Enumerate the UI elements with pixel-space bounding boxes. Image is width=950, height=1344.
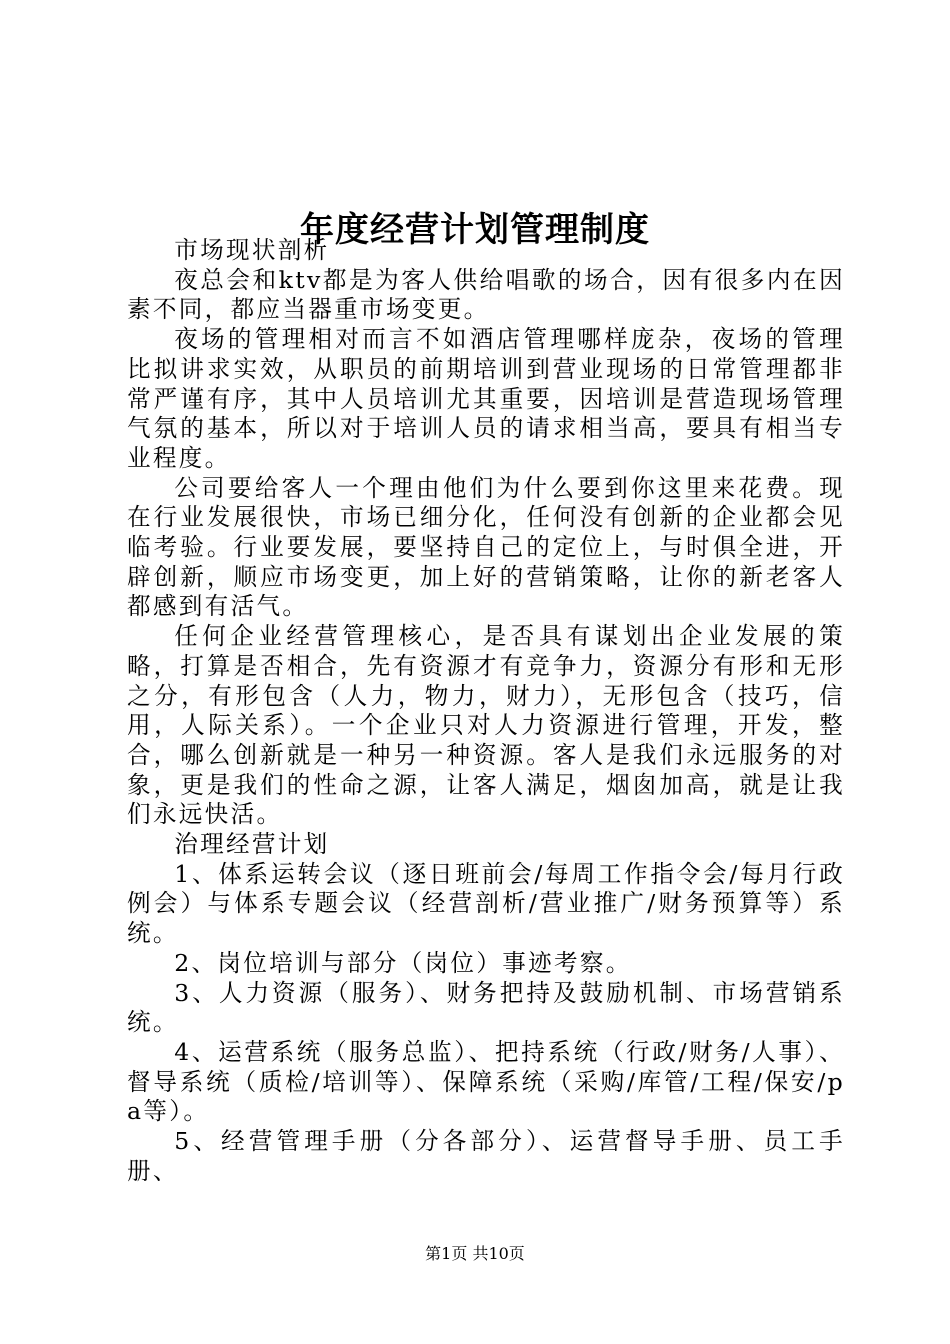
section-heading-market-analysis: 市场现状剖析	[174, 236, 330, 264]
paragraph: 夜总会和ktv都是为客人供给唱歌的场合，因有很多内在因素不同，都应当器重市场变更。	[127, 265, 845, 324]
paragraph: 公司要给客人一个理由他们为什么要到你这里来花费。现在行业发展很快，市场已细分化，任何没有创新的企业都会见临考验。行业要发展，要坚持自己的定位上，与时俱全进，开辟创新，顺应市场变更，加上好的营销策略，让你的新老客人都感到有活气。	[127, 473, 845, 621]
list-item: 5、经营管理手册（分各部分）、运营督导手册、员工手册、	[127, 1127, 845, 1185]
section-heading-management-plan: 治理经营计划	[174, 830, 330, 859]
list-item: 3、人力资源（服务）、财务把持及鼓励机制、市场营销系统。	[127, 978, 845, 1037]
paragraph: 夜场的管理相对而言不如酒店管理哪样庞杂，夜场的管理比拟讲求实效，从职员的前期培训到营业现场的日常管理都非常严谨有序，其中人员培训尤其重要，因培训是营造现场管理气氛的基本，所以对于培训人员的请求相当高，要具有相当专业程度。	[127, 325, 845, 472]
document-body	[127, 236, 845, 1187]
paragraph: 任何企业经营管理核心，是否具有谋划出企业发展的策略，打算是否相合，先有资源才有竞争力，资源分有形和无形之分，有形包含（人力，物力，财力），无形包含（技巧，信用，人际关系）。一个企业只对人力资源进行管理，开发，整合，哪么创新就是一种另一种资源。客人是我们永远服务的对象，更是我们的性命之源，让客人满足，烟囱加高，就是让我们永远快活。	[127, 622, 845, 829]
list-item: 4、运营系统（服务总监）、把持系统（行政/财务/人事）、督导系统（质检/培训等）、保障系统（采购/库管/工程/保安/pa等）。	[127, 1037, 845, 1126]
document-title: 年度经营计划管理制度	[300, 209, 650, 250]
list-item: 2、岗位培训与部分（岗位）事迹考察。	[174, 948, 632, 977]
list-item: 1、体系运转会议（逐日班前会/每周工作指令会/每月行政例会）与体系专题会议（经营剖析/营业推广/财务预算等）系统。	[127, 859, 845, 948]
page-number-footer: 第1页 共10页	[425, 1244, 525, 1263]
